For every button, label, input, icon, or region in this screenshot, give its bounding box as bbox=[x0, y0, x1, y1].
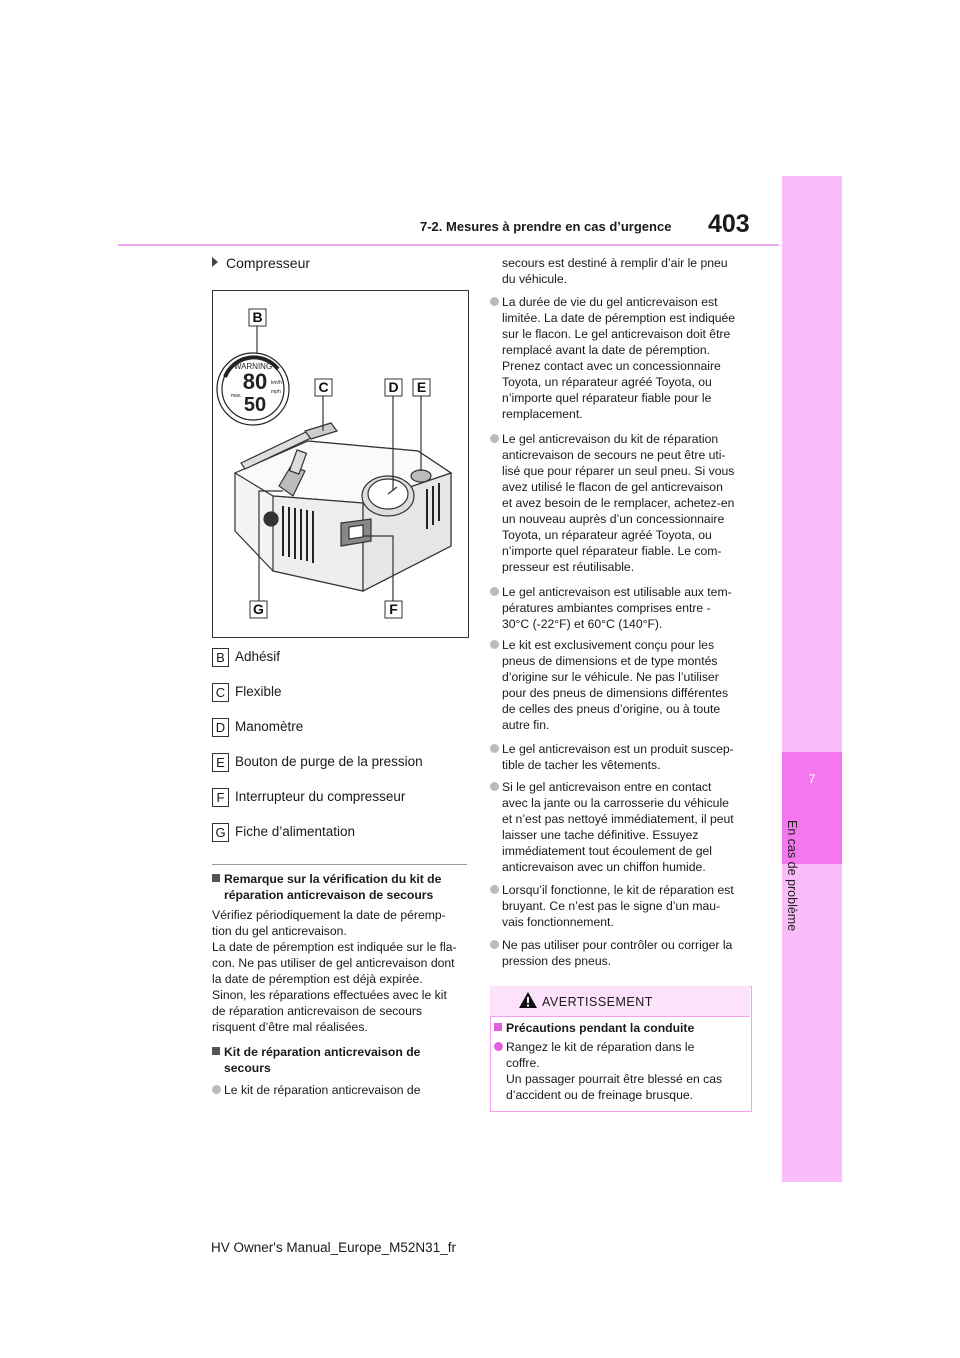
list-item: Si le gel anticrevaison entre en contact avec la jante ou la carrosserie du véhicule et n’est pas nettoyé immédiatement, il peut laisser une tache définitive. Essuyez immédiatement tout écoulement de gel anticrevaison avec un chiffon humide. bbox=[490, 779, 755, 875]
chapter-side-tab bbox=[782, 176, 842, 1182]
legend-label: Manomètre bbox=[235, 719, 304, 735]
subsection-label: Compresseur bbox=[226, 255, 311, 271]
compressor-illustration bbox=[213, 291, 468, 637]
warning-heading: Précautions pendant la conduite bbox=[494, 1020, 744, 1036]
footer-manual-id: HV Owner's Manual_Europe_M52N31_fr bbox=[211, 1240, 456, 1255]
continuation-text: secours est destiné à remplir d’air le pneu du véhicule. bbox=[502, 256, 728, 286]
bullet-dot-icon bbox=[490, 940, 499, 949]
legend-letter: D bbox=[212, 718, 229, 737]
legend-item bbox=[212, 683, 282, 702]
header-rule bbox=[118, 244, 779, 246]
warning-triangle-icon bbox=[518, 991, 538, 1009]
bullet-dot-icon bbox=[490, 297, 499, 306]
paragraph-kit-check: Vérifiez périodiquement la date de péremp- tion du gel anticrevaison. La date de péremption est indiquée sur le fla- con. Ne pas utiliser de gel anticrevaison dont la date de péremption est déjà expirée. Sinon, les réparations effectuées avec le kit de réparation anticrevaison de secours risquent d’être mal réalisées. bbox=[212, 908, 457, 1034]
warning-title: AVERTISSEMENT bbox=[542, 995, 653, 1009]
bullet-dot-icon bbox=[494, 1042, 503, 1051]
legend-label: Bouton de purge de la pression bbox=[235, 754, 423, 770]
power-switch-shape bbox=[341, 519, 371, 546]
legend-label: Adhésif bbox=[235, 649, 281, 665]
callout-c: C bbox=[318, 379, 329, 395]
legend-item bbox=[212, 648, 280, 667]
heading-repair-kit: Kit de réparation anticrevaison de secours bbox=[212, 1044, 472, 1076]
legend-item bbox=[212, 753, 423, 772]
sticker-max-text: max. bbox=[231, 393, 242, 399]
square-bullet-icon bbox=[212, 1047, 220, 1055]
sticker-kmh-unit: km/h bbox=[271, 380, 282, 386]
section-title: 7-2. Mesures à prendre en cas d’urgence bbox=[420, 219, 672, 234]
legend-letter: G bbox=[212, 823, 229, 842]
list-item: Le gel anticrevaison est utilisable aux tem- pératures ambiantes comprises entre - 30°C (-22°F) et 60°C (140°F). bbox=[490, 584, 755, 632]
legend-label: Interrupteur du compresseur bbox=[235, 789, 406, 805]
legend-label: Flexible bbox=[235, 684, 282, 700]
purge-button-shape bbox=[411, 470, 431, 482]
warning-list-item: Rangez le kit de réparation dans le coffre. Un passager pourrait être blessé en cas d’accident ou de freinage brusque. bbox=[494, 1039, 746, 1103]
bullet-dot-icon bbox=[490, 587, 499, 596]
sticker-mph-unit: mph bbox=[271, 389, 281, 395]
legend-item bbox=[212, 718, 303, 737]
sticker-mph-value: 50 bbox=[243, 394, 267, 416]
page-number: 403 bbox=[708, 210, 750, 238]
callout-d: D bbox=[388, 379, 399, 395]
compressor-figure bbox=[212, 290, 469, 638]
list-item: Le kit est exclusivement conçu pour les pneus de dimensions et de type montés d’origine sur le véhicule. Ne pas l’utiliser pour des pneus de dimensions différentes de celles des pneus d’origine, ou à toute autre fin. bbox=[490, 637, 755, 733]
heading-kit-check: Remarque sur la vérification du kit de réparation anticrevaison de secours bbox=[212, 871, 472, 903]
list-item: La durée de vie du gel anticrevaison est limitée. La date de péremption est indiquée sur le flacon. Le gel anticrevaison doit être remplacé avant la date de péremption. Prenez contact avec un concessionnaire Toyota, un réparateur agréé Toyota, ou n’importe quel réparateur fiable pour le remplacement. bbox=[490, 294, 755, 422]
callout-b: B bbox=[252, 309, 263, 325]
legend-label: Fiche d’alimentation bbox=[235, 824, 356, 840]
section-divider bbox=[212, 864, 467, 865]
list-item: Le gel anticrevaison du kit de réparation anticrevaison de secours ne peut être uti- lisé que pour réparer un seul pneu. Si vous avez utilisé le flacon de gel anticrevaison et avez besoin de le remplacer, achetez-en un nouveau auprès d’un concessionnaire Toyota, un réparateur agréé Toyota, ou n’importe quel réparateur fiable. Le com- presseur est réutilisable. bbox=[490, 431, 755, 575]
sticker-kmh-value: 80 bbox=[242, 369, 268, 394]
bullet-dot-icon bbox=[490, 885, 499, 894]
subsection-title bbox=[212, 255, 310, 271]
callout-g: G bbox=[253, 601, 264, 617]
bullet-dot-icon bbox=[490, 782, 499, 791]
bullet-dot-icon bbox=[490, 640, 499, 649]
legend-item bbox=[212, 823, 355, 842]
list-item: Lorsqu’il fonctionne, le kit de réparation est bruyant. Ce n’est pas le signe d’un mau- vais fonctionnement. bbox=[490, 882, 755, 930]
legend-letter: F bbox=[212, 788, 229, 807]
list-item: Ne pas utiliser pour contrôler ou corriger la pression des pneus. bbox=[490, 937, 755, 969]
callout-e: E bbox=[416, 379, 427, 395]
list-item: Le kit de réparation anticrevaison de bbox=[212, 1082, 472, 1098]
legend-item bbox=[212, 788, 405, 807]
bullet-dot-icon bbox=[212, 1085, 221, 1094]
chapter-title: En cas de problème bbox=[785, 820, 799, 932]
legend-letter: B bbox=[212, 648, 229, 667]
compressor-body bbox=[235, 423, 451, 591]
legend-letter: E bbox=[212, 753, 229, 772]
callout-f: F bbox=[389, 601, 398, 617]
square-bullet-icon bbox=[212, 874, 220, 882]
list-item: Le gel anticrevaison est un produit suscep- tible de tacher les vêtements. bbox=[490, 741, 755, 773]
legend-letter: C bbox=[212, 683, 229, 702]
sticker-warning-text: WARNING bbox=[233, 362, 273, 371]
warning-sticker bbox=[217, 353, 289, 425]
chapter-number: 7 bbox=[808, 772, 816, 786]
square-bullet-icon bbox=[494, 1023, 502, 1031]
triangle-bullet-icon bbox=[212, 257, 218, 267]
bullet-dot-icon bbox=[490, 434, 499, 443]
bullet-dot-icon bbox=[490, 744, 499, 753]
pressure-gauge bbox=[362, 476, 414, 516]
